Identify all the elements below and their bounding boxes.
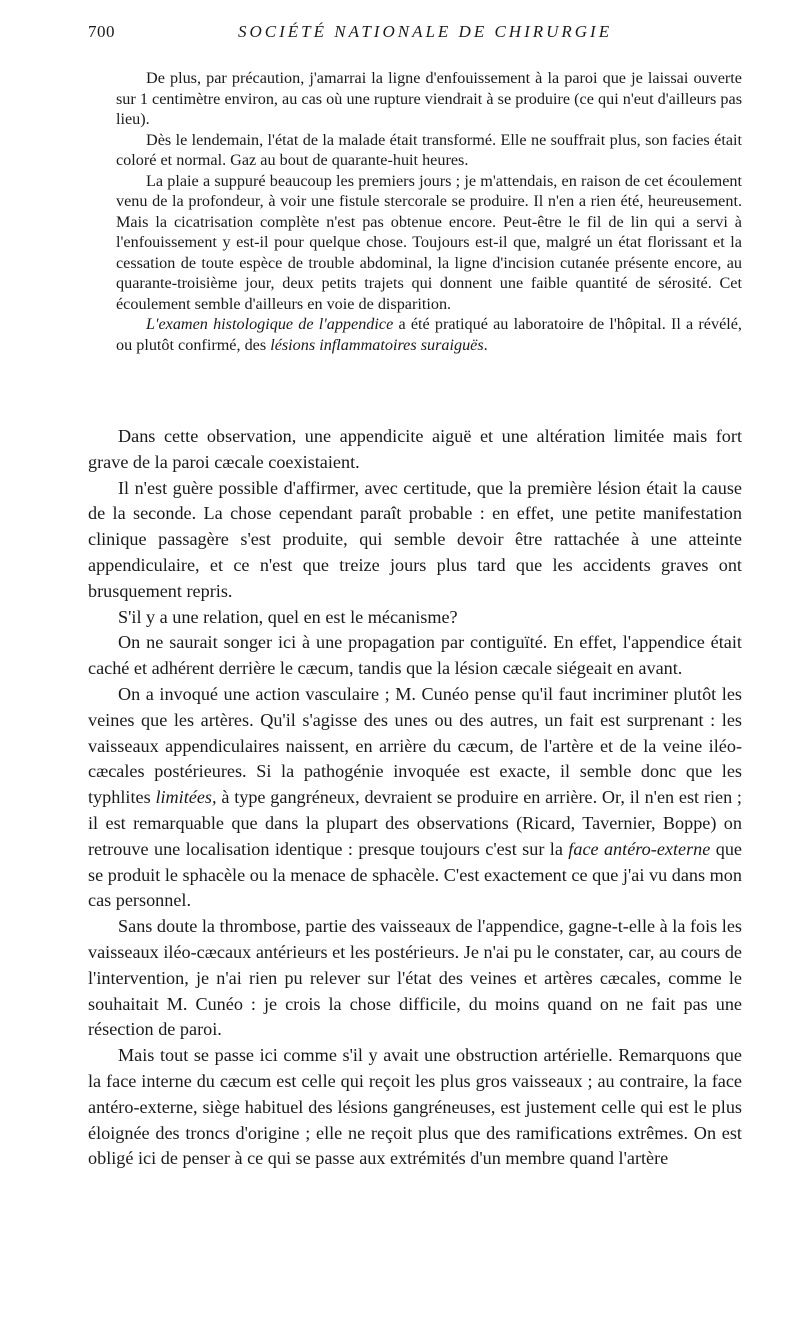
p5-text-c: que se produit le sphacèle ou la menace de sphacèle. C'est exactement ce que j'ai vu dans mon cas personnel. bbox=[88, 838, 742, 911]
p5-emphasis-face: face antéro-externe bbox=[568, 838, 711, 859]
p5-text-a: On a invoqué une action vasculaire ; M. Cunéo pense qu'il faut incriminer plutôt les veines que les artères. Qu'il s'agisse des unes ou des autres, un fait est surprenant : les vaisseaux appendiculaires naissent, en arrière du cæcum, de l'artère et de la veine iléo-cæcales postérieures. Si la pathogénie invoquée est exacte, il semble donc que les typhlites bbox=[88, 683, 742, 808]
case-paragraph-4 bbox=[116, 314, 742, 355]
discussion-paragraph-7: Mais tout se passe ici comme s'il y avait une obstruction artérielle. Remarquons que la face interne du cæcum est celle qui reçoit les plus gros vaisseaux ; au contraire, la face antéro-externe, siège habituel des lésions gangréneuses, est justement celle qui est le plus éloignée des troncs d'origine ; elle ne reçoit plus que des ramifications extrêmes. On est obligé ici de penser à ce qui se passe aux extrémités d'un membre quand l'artère bbox=[88, 1045, 742, 1169]
page-number: 700 bbox=[88, 22, 115, 41]
discussion-paragraph-6: Sans doute la thrombose, partie des vaisseaux de l'appendice, gagne-t-elle à la fois les vaisseaux iléo-cæcaux antérieurs et les postérieurs. Je n'ai pu le constater, car, au cours de l'intervention, je n'ai rien pu relever sur l'état des veines et artères cæcales, comme le souhaitait M. Cunéo : je crois la chose difficile, du moins quand on ne fait pas une résection de paroi. bbox=[88, 916, 742, 1040]
histology-text: a été pratiqué au laboratoire de l'hôpital. Il a révélé, ou plutôt confirmé, des bbox=[116, 315, 742, 354]
case-paragraph-1: De plus, par précaution, j'amarrai la ligne d'enfouissement à la paroi que je laissai ouverte sur 1 centimètre environ, au cas où une rupture viendrait à se produire (ce qui n'eut d'ailleurs pas lieu). bbox=[116, 69, 742, 128]
page-header bbox=[88, 22, 760, 46]
discussion-paragraph-4: On ne saurait songer ici à une propagation par contiguïté. En effet, l'appendice était caché et adhérent derrière le cæcum, tandis que la lésion cæcale siégeait en avant. bbox=[88, 632, 742, 679]
case-paragraph-3: La plaie a suppuré beaucoup les premiers jours ; je m'attendais, en raison de cet écoulement venu de la profondeur, à voir une fistule stercorale se produire. Il n'en a rien été, heureusement. Mais la cicatrisation complète n'est pas obtenue encore. Peut-être le fil de lin qui a servi à l'enfouissement y est-il pour quelque chose. Toujours est-il que, malgré un état florissant et la cessation de toute espèce de trouble abdominal, la ligne d'incision cutanée présente encore, au quarante-troisième jour, deux petits trajets qui donnent une faible quantité de sérosité. Cet écoulement semble d'ailleurs en voie de disparition. bbox=[116, 171, 742, 313]
histology-heading: L'examen histologique de l'appendice bbox=[146, 315, 394, 333]
p5-emphasis-limitees: limitées, bbox=[155, 787, 217, 808]
p5-text-b: à type gangréneux, devraient se produire en arrière. Or, il n'en est rien ; il est remarquable que dans la plupart des observations (Ricard, Tavernier, Boppe) on retrouve une localisation identique : presque toujours c'est sur la bbox=[88, 787, 742, 859]
running-title: SOCIÉTÉ NATIONALE DE CHIRURGIE bbox=[238, 22, 613, 41]
discussion-paragraph-2: Il n'est guère possible d'affirmer, avec certitude, que la première lésion était la cause de la seconde. La chose cependant paraît probable : en effet, une petite manifestation clinique passagère s'est produite, qui semble devoir être rattachée à une atteinte appendiculaire, et ce n'est que treize jours plus tard que les accidents graves ont brusquement repris. bbox=[88, 477, 742, 601]
case-paragraph-2: Dès le lendemain, l'état de la malade était transformé. Elle ne souffrait plus, son facies était coloré et normal. Gaz au bout de quarante-huit heures. bbox=[116, 130, 742, 169]
histology-finding: lésions inflammatoires suraiguës bbox=[270, 335, 484, 354]
discussion-paragraph-5 bbox=[88, 682, 742, 914]
case-report-text bbox=[116, 68, 742, 355]
histology-end: . bbox=[483, 335, 488, 354]
discussion-text bbox=[88, 424, 742, 1172]
discussion-paragraph-3: S'il y a une relation, quel en est le mécanisme? bbox=[118, 606, 458, 627]
discussion-paragraph-1: Dans cette observation, une appendicite aiguë et une altération limitée mais fort grave de la paroi cæcale coexistaient. bbox=[88, 426, 742, 472]
